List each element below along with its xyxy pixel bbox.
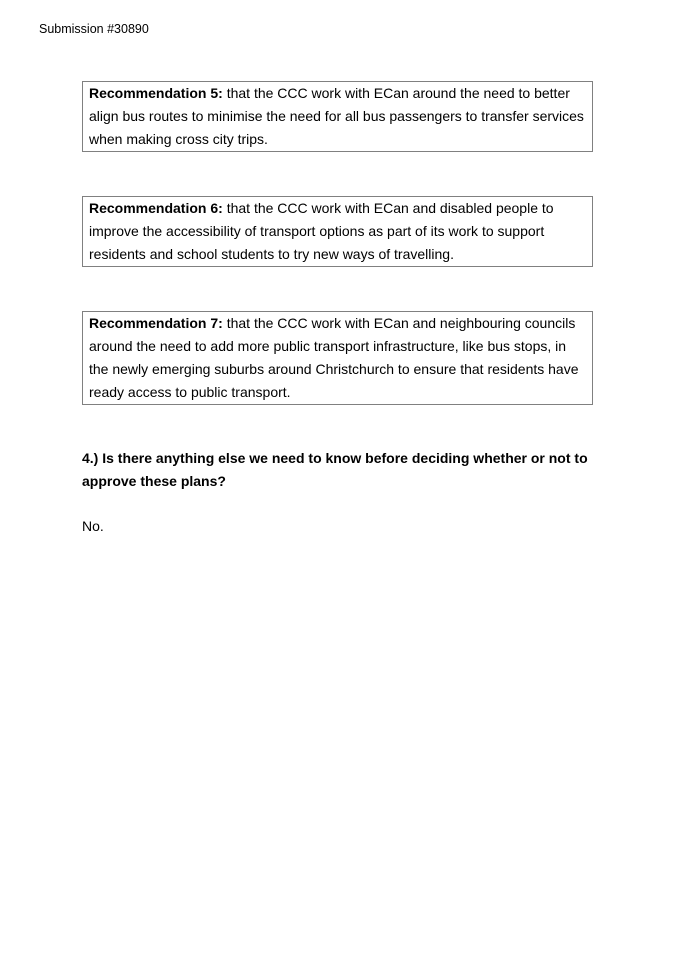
recommendation-5-box xyxy=(82,81,593,152)
answer-text: No. xyxy=(82,518,104,534)
question-heading: 4.) Is there anything else we need to know before deciding whether or not to approve these plans? xyxy=(82,450,588,489)
recommendation-6-paragraph xyxy=(89,197,586,266)
recommendation-5-label: Recommendation 5: xyxy=(89,85,223,101)
recommendation-7-text: that the CCC work with ECan and neighbouring councils around the need to add more public transport infrastructure, like bus stops, in the newly emerging suburbs around Christchurch to ensure that residents have ready access to public transport. xyxy=(89,315,579,400)
recommendation-7-label: Recommendation 7: xyxy=(89,315,223,331)
recommendation-6-text: that the CCC work with ECan and disabled people to improve the accessibility of transport options as part of its work to support residents and school students to try new ways of travelling. xyxy=(89,200,554,262)
recommendation-6-label: Recommendation 6: xyxy=(89,200,223,216)
recommendation-6-box xyxy=(82,196,593,267)
recommendation-7-box xyxy=(82,311,593,405)
recommendation-5-text: that the CCC work with ECan around the need to better align bus routes to minimise the need for all bus passengers to transfer services when making cross city trips. xyxy=(89,85,584,147)
recommendation-7-paragraph xyxy=(89,312,586,404)
submission-header: Submission #30890 xyxy=(39,22,149,36)
recommendation-5-paragraph xyxy=(89,82,586,151)
